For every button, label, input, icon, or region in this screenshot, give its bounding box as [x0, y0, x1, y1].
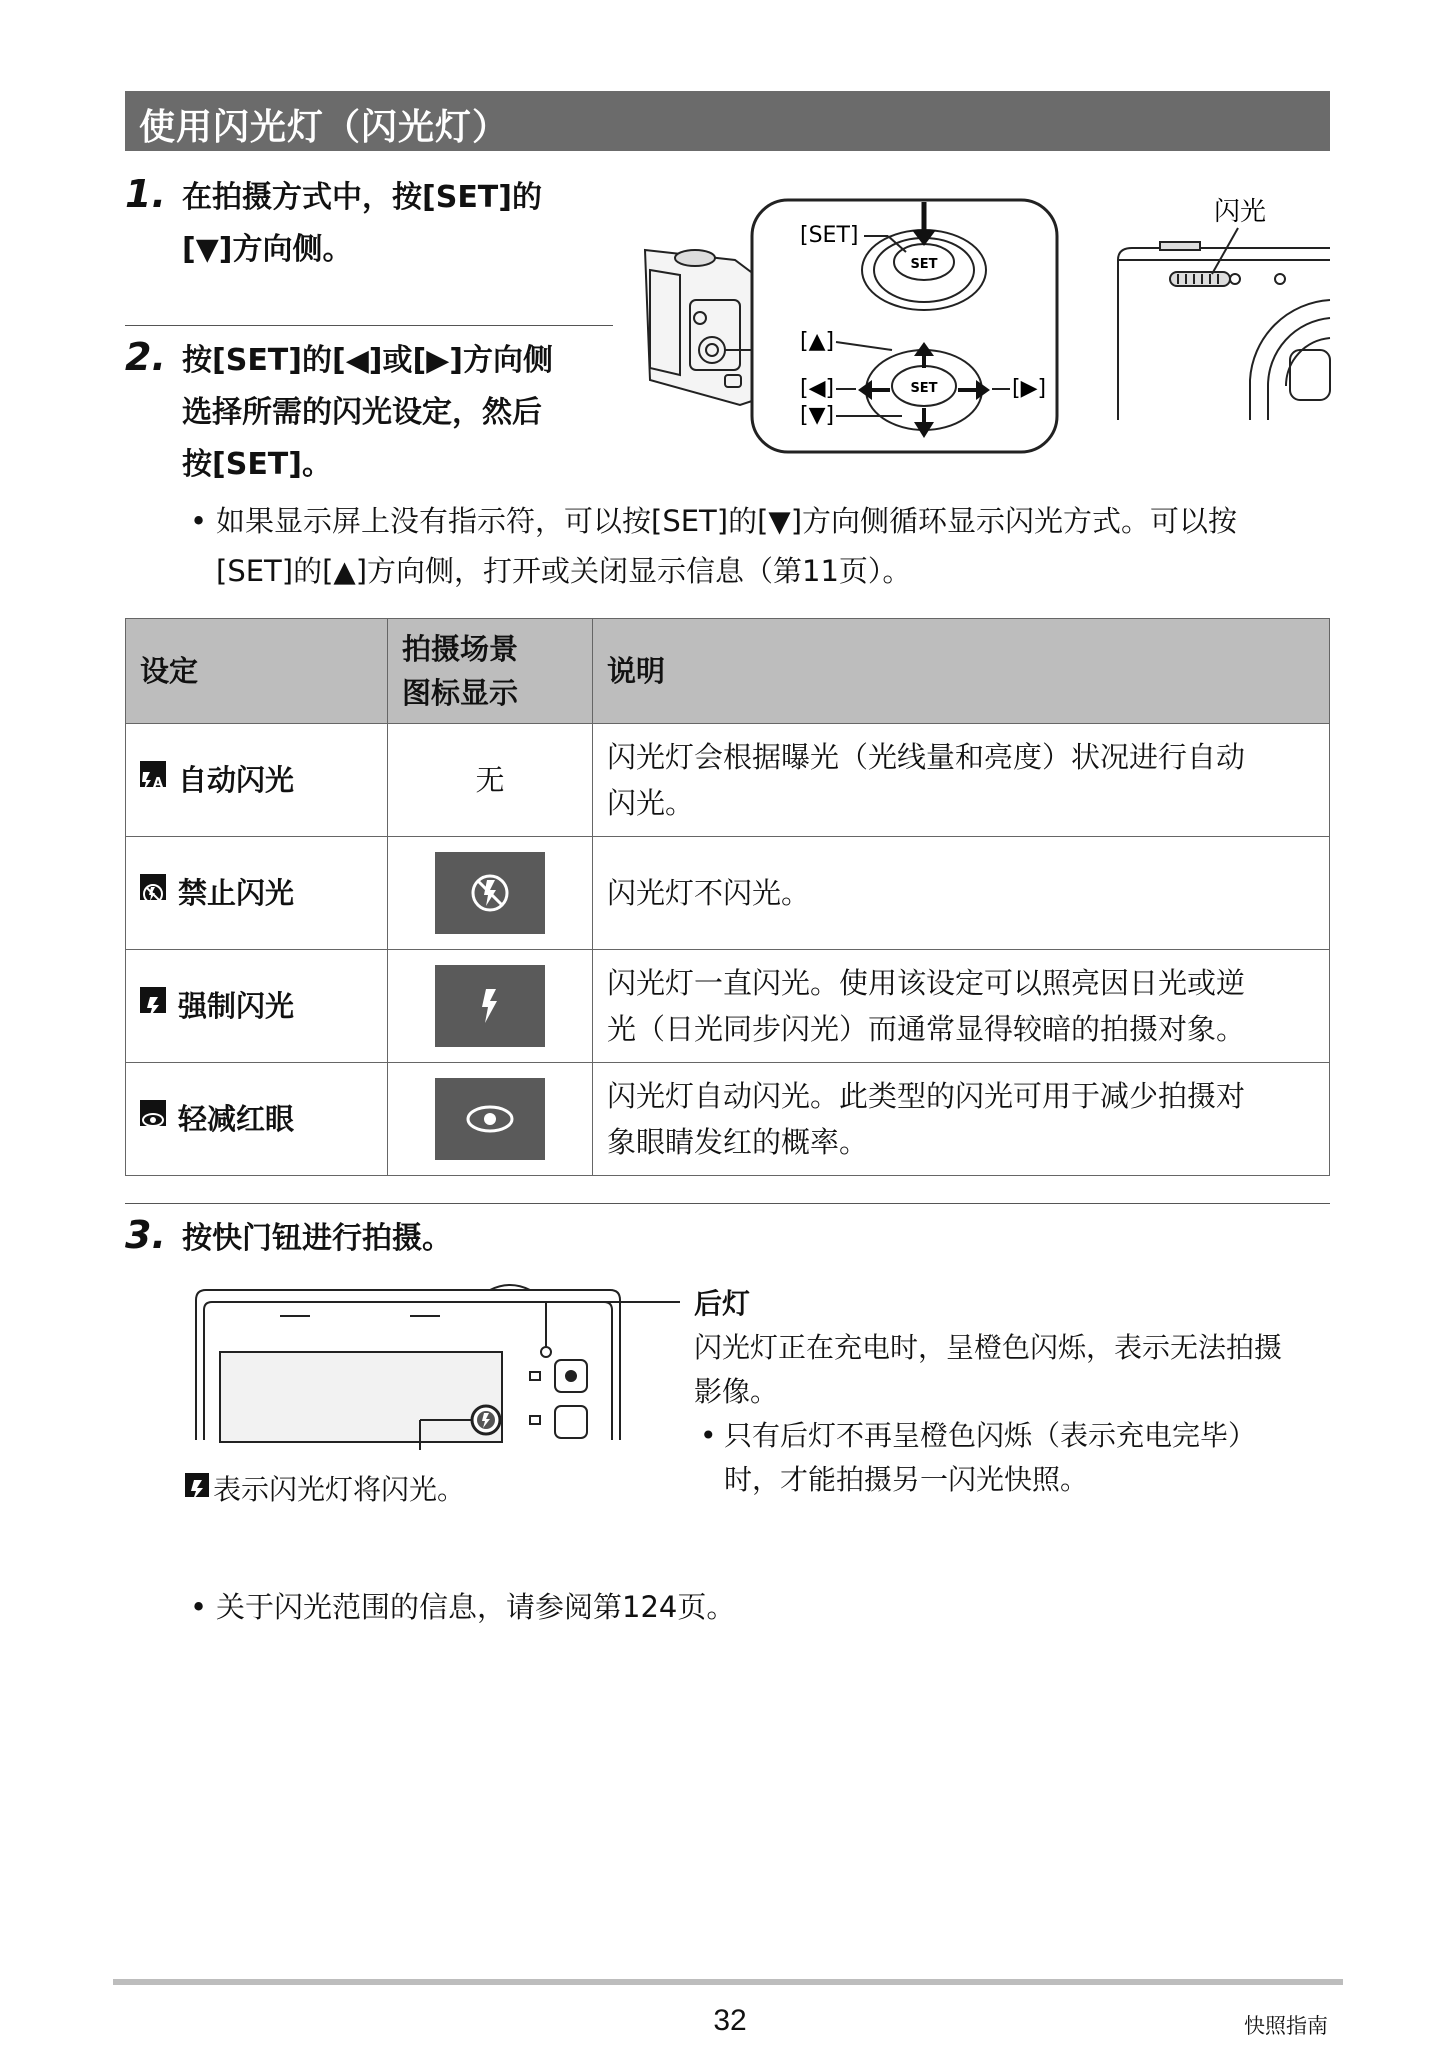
flash-indicator-caption	[185, 1470, 465, 1510]
description-line-1: 闪光灯自动闪光。此类型的闪光可用于减少拍摄对	[607, 1079, 1246, 1113]
description-line-1: 闪光灯一直闪光。使用该设定可以照亮因日光或逆	[607, 966, 1246, 1000]
flash-label: 闪光	[1213, 197, 1267, 227]
set-label: [SET]	[800, 223, 859, 248]
header-scene-line-2: 图标显示	[402, 676, 519, 710]
auto-flash-icon	[140, 761, 166, 791]
red-eye-scene-icon	[435, 1078, 545, 1160]
header-scene	[388, 619, 593, 724]
camera-front-illustration	[1118, 242, 1330, 420]
header-setting: 设定	[126, 619, 388, 724]
back-lamp-bullet: •	[700, 1419, 717, 1452]
back-lamp-line-1: 闪光灯正在充电时，呈橙色闪烁，表示无法拍摄	[694, 1331, 1283, 1364]
table-row	[126, 724, 1330, 837]
step-2-text	[182, 335, 553, 491]
left-label: [◀]	[800, 376, 835, 401]
flash-on-scene-icon	[435, 965, 545, 1047]
description-line-2: 光（日光同步闪光）而通常显得较暗的拍摄对象。	[607, 1012, 1246, 1046]
scene-icon-cell	[388, 1063, 593, 1176]
note-1-bullet: •	[190, 504, 208, 538]
flash-off-scene-icon	[435, 852, 545, 934]
flash-on-icon	[185, 1473, 209, 1497]
camera-back-lamp-diagram	[190, 1280, 690, 1450]
step-2-line-3: 按[SET]。	[182, 447, 332, 482]
table-row	[126, 837, 1330, 950]
step-3-text: 按快门钮进行拍摄。	[182, 1221, 452, 1256]
description-cell	[593, 1063, 1330, 1176]
page-number: 32	[713, 2004, 747, 2037]
description-line-2: 象眼睛发红的概率。	[607, 1125, 869, 1159]
set-button-text-top: SET	[910, 257, 938, 272]
back-lamp-line-2: 影像。	[694, 1375, 779, 1408]
setting-cell	[126, 837, 388, 950]
step-2-line-2: 选择所需的闪光设定，然后	[182, 395, 542, 430]
up-label: [▲]	[800, 329, 835, 354]
note-1-line-2: [SET]的[▲]方向侧，打开或关闭显示信息（第11页）。	[216, 554, 912, 588]
svg-text:A: A	[152, 776, 164, 791]
description-cell	[593, 837, 1330, 950]
note-2-text: 关于闪光范围的信息，请参阅第124页。	[216, 1590, 736, 1624]
setting-cell	[126, 1063, 388, 1176]
step-2-line-1: 按[SET]的[◀]或[▶]方向侧	[182, 343, 553, 378]
back-lamp-title: 后灯	[694, 1287, 751, 1320]
flash-settings-table	[125, 618, 1330, 1176]
back-lamp-bullet-text	[724, 1414, 1256, 1502]
step-3-divider	[125, 1203, 1330, 1204]
back-lamp	[541, 1347, 551, 1357]
setting-cell	[126, 950, 388, 1063]
chapter-name: 快照指南	[1244, 2014, 1328, 2038]
setting-cell	[126, 724, 388, 837]
note-1-text	[216, 496, 1326, 596]
caption-text: 表示闪光灯将闪光。	[213, 1473, 466, 1506]
right-label: [▶]	[1012, 376, 1047, 401]
back-lamp-bullet-line-2: 时，才能拍摄另一闪光快照。	[724, 1463, 1089, 1496]
description-cell	[593, 950, 1330, 1063]
description-line-1: 闪光灯不闪光。	[607, 876, 811, 910]
scene-icon-cell: 无	[388, 724, 593, 837]
camera-control-diagram	[640, 190, 1340, 460]
step-1-text	[182, 172, 542, 276]
scene-icon-cell	[388, 837, 593, 950]
section-header	[125, 91, 1330, 151]
step-1-line-1: 在拍摄方式中，按[SET]的	[182, 180, 542, 215]
step-1-number: 1.	[125, 172, 166, 216]
description-line-2: 闪光。	[607, 786, 695, 820]
description-cell	[593, 724, 1330, 837]
footer-bar	[113, 1979, 1343, 1985]
step-divider	[125, 325, 613, 326]
step-3-number: 3.	[125, 1213, 166, 1257]
flash-off-icon	[140, 874, 166, 900]
setting-label: 禁止闪光	[178, 876, 295, 910]
section-title: 使用闪光灯（闪光灯）	[139, 107, 510, 148]
down-label: [▼]	[800, 403, 835, 428]
scene-icon-cell	[388, 950, 593, 1063]
set-button-text-bottom: SET	[910, 381, 938, 396]
red-eye-icon	[140, 1100, 166, 1126]
camera-back-illustration	[645, 250, 755, 405]
table-row	[126, 1063, 1330, 1176]
description-line-1: 闪光灯会根据曝光（光线量和亮度）状况进行自动	[607, 740, 1246, 774]
step-2-number: 2.	[125, 335, 166, 379]
table-row	[126, 950, 1330, 1063]
setting-label: 轻减红眼	[178, 1102, 295, 1136]
back-lamp-bullet-line-1: 只有后灯不再呈橙色闪烁（表示充电完毕）	[724, 1419, 1257, 1452]
table-header-row	[126, 619, 1330, 724]
header-scene-line-1: 拍摄场景	[402, 632, 519, 666]
flash-on-icon	[140, 987, 166, 1013]
note-2-bullet: •	[190, 1590, 208, 1624]
header-description: 说明	[593, 619, 1330, 724]
setting-label: 自动闪光	[178, 763, 295, 797]
step-1-line-2: [▼]方向侧。	[182, 232, 353, 267]
setting-label: 强制闪光	[178, 989, 295, 1023]
back-lamp-info	[694, 1282, 1282, 1414]
note-1-line-1: 如果显示屏上没有指示符，可以按[SET]的[▼]方向侧循环显示闪光方式。可以按	[216, 504, 1238, 538]
